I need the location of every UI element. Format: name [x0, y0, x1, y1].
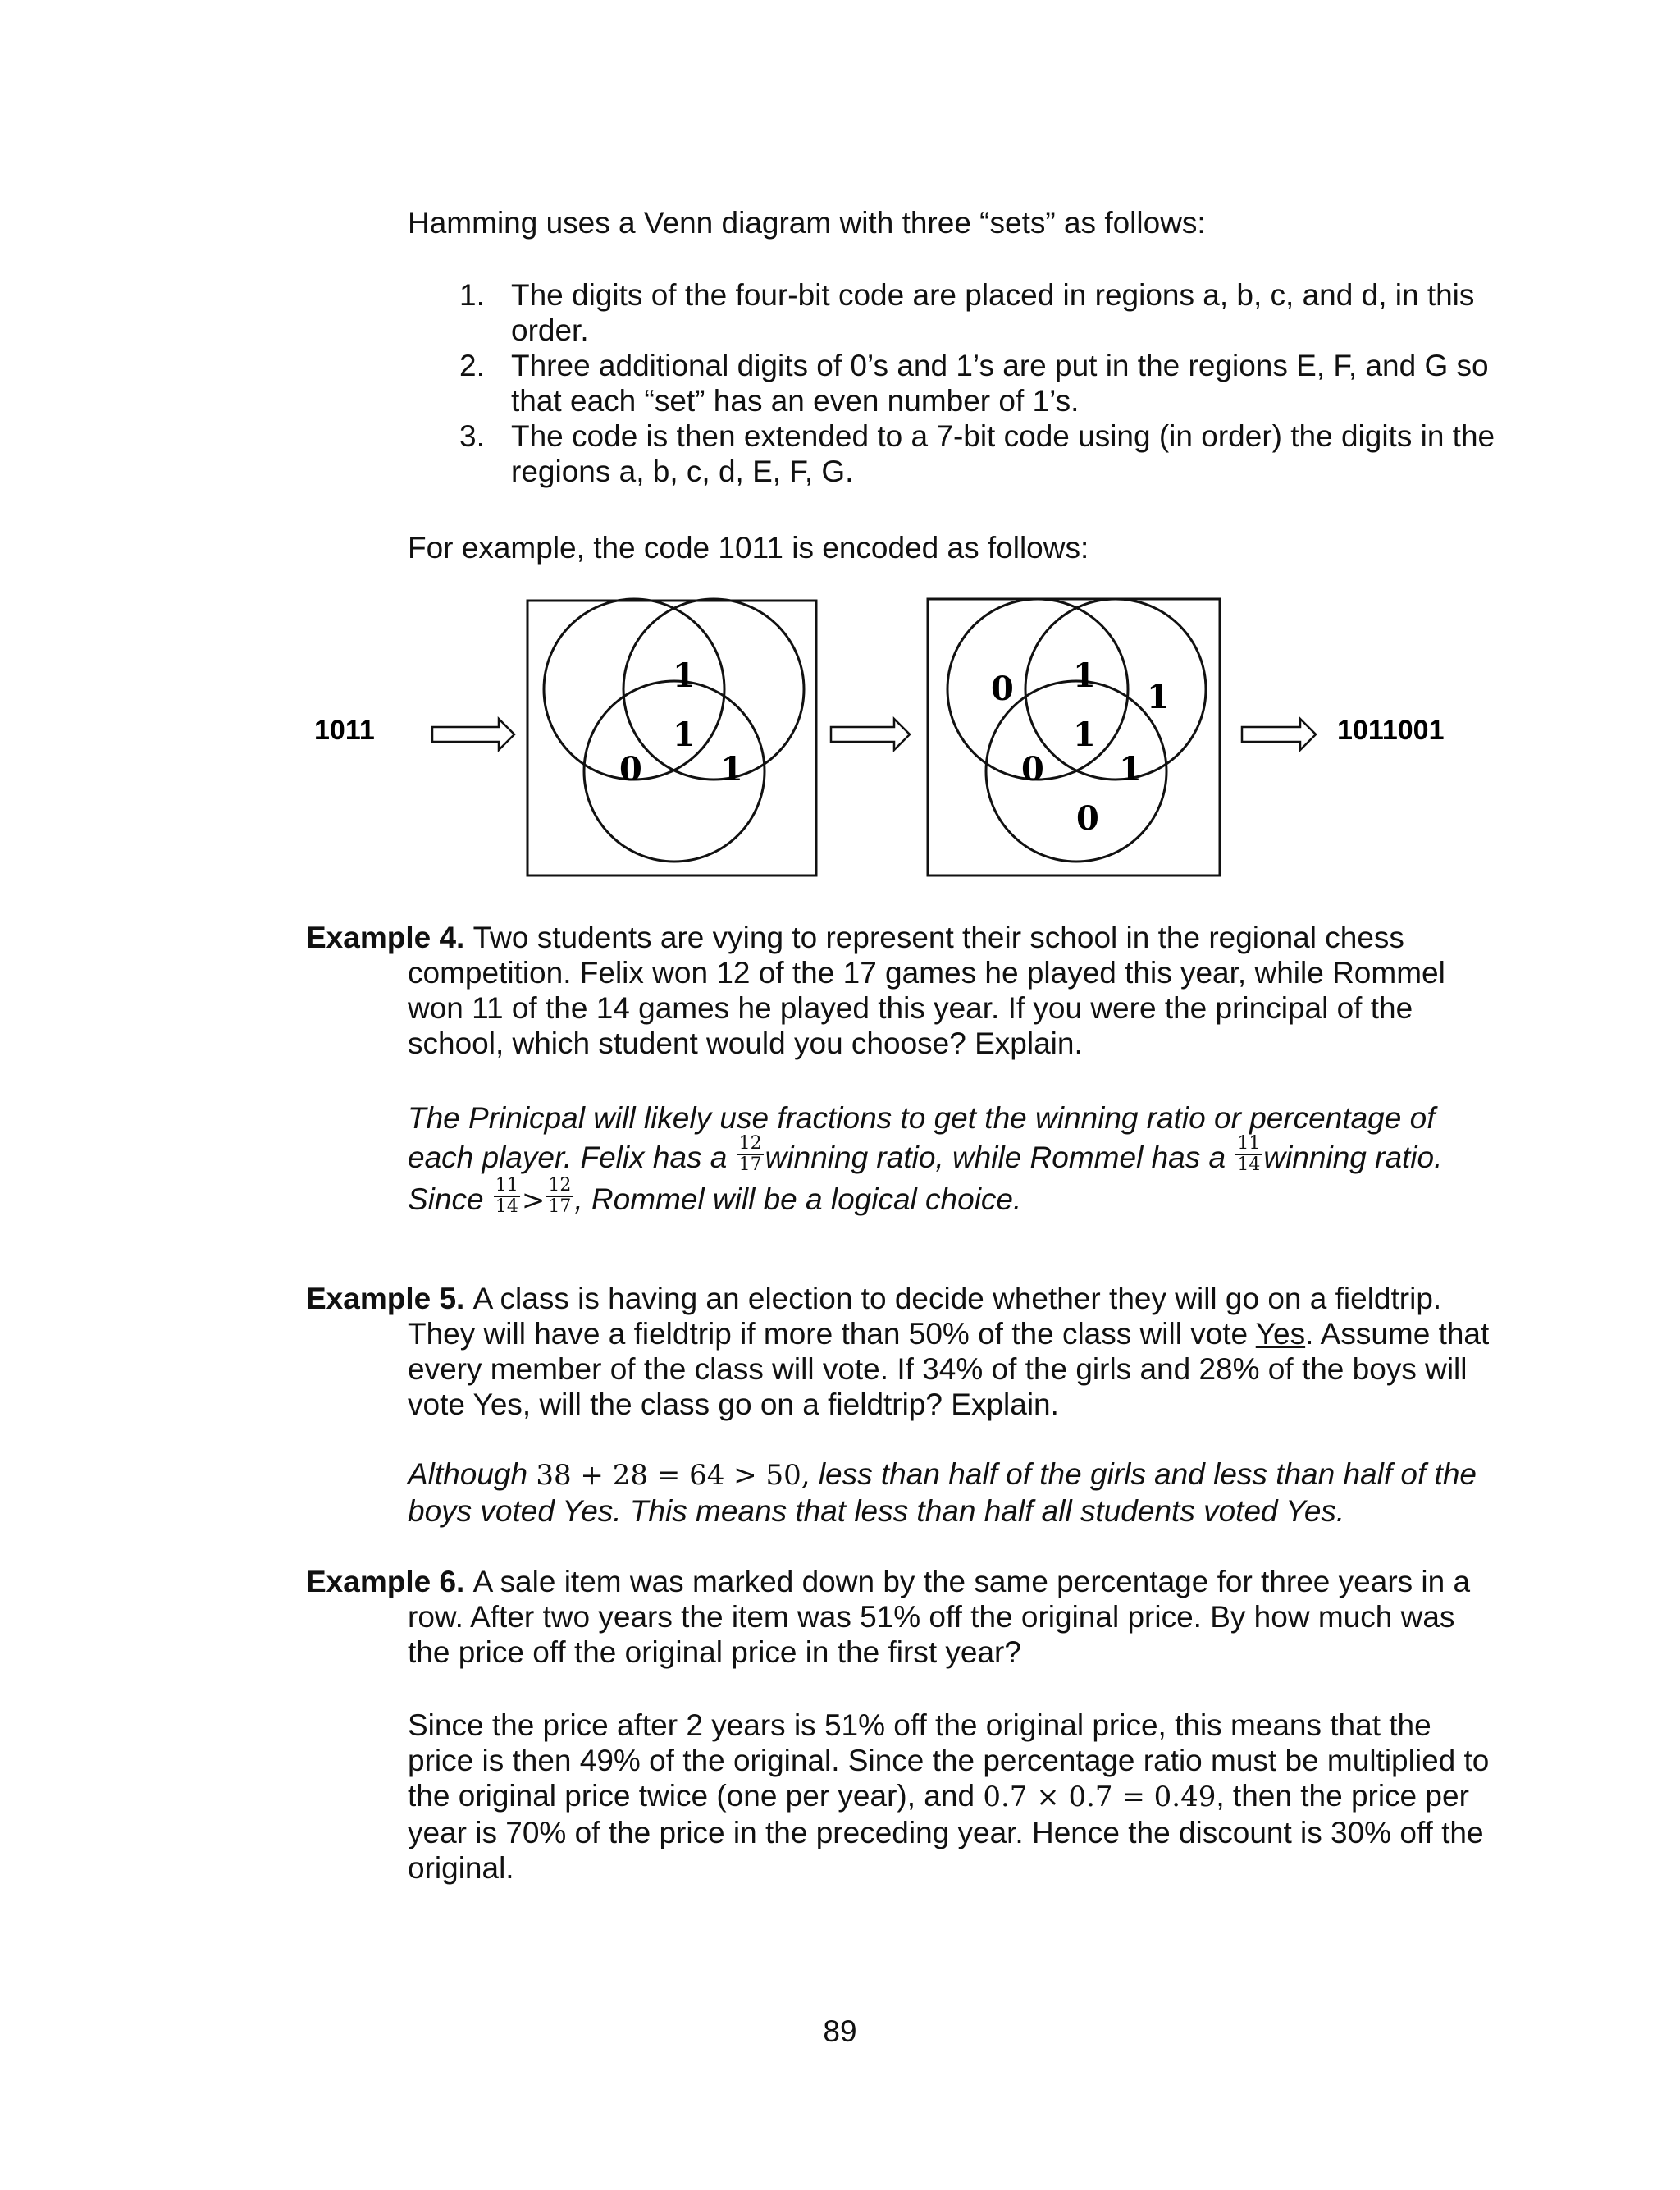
right-arrow-icon — [1242, 719, 1316, 750]
page-number: 89 — [823, 2014, 857, 2048]
solution-text: Although — [408, 1457, 536, 1491]
solution-text: Rommel will be a logical choice. — [582, 1182, 1022, 1217]
list-number: 2. — [459, 349, 485, 382]
venn2-digit-left-low: 0 — [1021, 750, 1044, 789]
fraction-denominator: 17 — [548, 1196, 572, 1218]
steps-list — [459, 277, 1501, 489]
solution-text: Since — [408, 1182, 492, 1217]
list-number: 1. — [459, 278, 485, 312]
example-4-solution — [408, 1099, 1499, 1222]
venn1-digit-right-low: 1 — [720, 750, 743, 789]
solution-text: The Prinicpal will likely use fractions to get the winning ratio or percentage of each player. Felix has a — [408, 1101, 1436, 1174]
solution-text: , — [574, 1182, 583, 1217]
fraction-numerator: 11 — [1237, 1133, 1261, 1154]
list-text: The code is then extended to a 7-bit code using (in order) the digits in the regions a, b, c, d, E, F, G. — [511, 419, 1495, 488]
solution-text: , then the price per year is 70% of the price in the preceding year. Hence the discount is 30% off the original. — [408, 1779, 1484, 1885]
venn1-digit-center: 1 — [673, 716, 696, 754]
venn-box-1 — [527, 601, 816, 876]
math-expression: 38 + 28 = 64 > 50, — [536, 1459, 810, 1492]
venn2-digit-bottom: 0 — [1076, 799, 1099, 838]
list-item — [459, 348, 1501, 418]
solution-text: less than half of the girls and less than half of the boys voted Yes. This means that less than half all students voted Yes. — [408, 1457, 1477, 1528]
solution-text: winning ratio, while Rommel has a — [765, 1141, 1235, 1174]
list-item — [459, 277, 1501, 348]
fraction-numerator: 12 — [738, 1133, 762, 1154]
fraction-numerator: 11 — [495, 1175, 518, 1196]
example-5-label: Example 5. — [306, 1282, 465, 1315]
list-number: 3. — [459, 419, 485, 453]
list-item — [459, 418, 1501, 489]
example-5 — [306, 1281, 1504, 1422]
example-5-question: . Assume that every member of the class will vote. If 34% of the girls and 28% of the boys will vote Yes, will the class go on a fieldtrip? Explain. — [408, 1317, 1490, 1421]
hamming-venn-diagram — [0, 574, 1680, 894]
intro-text: Hamming uses a Venn diagram with three “sets” as follows: — [408, 206, 1206, 240]
input-code: 1011 — [314, 715, 375, 746]
example-5-question: A class is having an election to decide whether they will go on a fieldtrip. They will have a fieldtrip if more than 50% of the class will vote — [408, 1282, 1442, 1351]
example-4-label: Example 4. — [306, 921, 465, 954]
fraction-numerator: 12 — [548, 1175, 572, 1196]
example-6 — [306, 1564, 1504, 1670]
fraction-denominator: 14 — [1237, 1154, 1261, 1176]
list-text: The digits of the four-bit code are placed in regions a, b, c, and d, in this order. — [511, 278, 1475, 347]
underlined-yes: Yes — [1255, 1317, 1306, 1351]
right-arrow-icon — [831, 719, 910, 750]
fraction-felix — [546, 1176, 573, 1217]
math-expression: 0.7 × 0.7 = 0.49 — [983, 1781, 1217, 1813]
example-4 — [306, 920, 1504, 1061]
example-4-question: Two students are vying to represent their school in the regional chess competition. Felix won 12 of the 17 games he played this year, while Rommel won 11 of the 14 games he played this year. If you were the principal of the school, which student would you choose? Explain. — [408, 921, 1445, 1060]
example-5-solution — [408, 1456, 1499, 1529]
solution-text: Since the price after 2 years is 51% off the original price, this means that the price is then 49% of the original. Since the percentage ratio must be multiplied to the original price twice (one per year), and — [408, 1708, 1490, 1813]
example-intro: For example, the code 1011 is encoded as follows: — [408, 531, 1089, 565]
fraction-denominator: 14 — [495, 1196, 518, 1218]
list-text: Three additional digits of 0’s and 1’s are put in the regions E, F, and G so that each “set” has an even number of 1’s. — [511, 349, 1489, 418]
example-6-label: Example 6. — [306, 1565, 465, 1598]
math-operator: > — [521, 1184, 546, 1218]
fraction-rommel — [494, 1176, 520, 1217]
output-code: 1011001 — [1337, 715, 1445, 746]
venn2-digit-top: 1 — [1073, 656, 1096, 695]
solution-text: winning ratio. — [1263, 1141, 1443, 1174]
fraction-denominator: 17 — [738, 1154, 762, 1176]
venn2-digit-center: 1 — [1073, 716, 1096, 754]
venn2-digit-left-top: 0 — [991, 670, 1014, 708]
venn1-digit-top: 1 — [673, 656, 696, 695]
fraction-felix — [737, 1134, 764, 1175]
example-6-question: A sale item was marked down by the same percentage for three years in a row. After two years the item was 51% off the original price. By how much was the price off the original price in the first year? — [408, 1565, 1471, 1669]
fraction-rommel — [1235, 1134, 1262, 1175]
venn2-digit-right-top: 1 — [1147, 678, 1170, 716]
venn2-digit-right-low: 1 — [1119, 750, 1142, 789]
example-6-solution — [408, 1708, 1499, 1886]
right-arrow-icon — [432, 719, 514, 750]
venn1-digit-left-low: 0 — [619, 750, 642, 789]
